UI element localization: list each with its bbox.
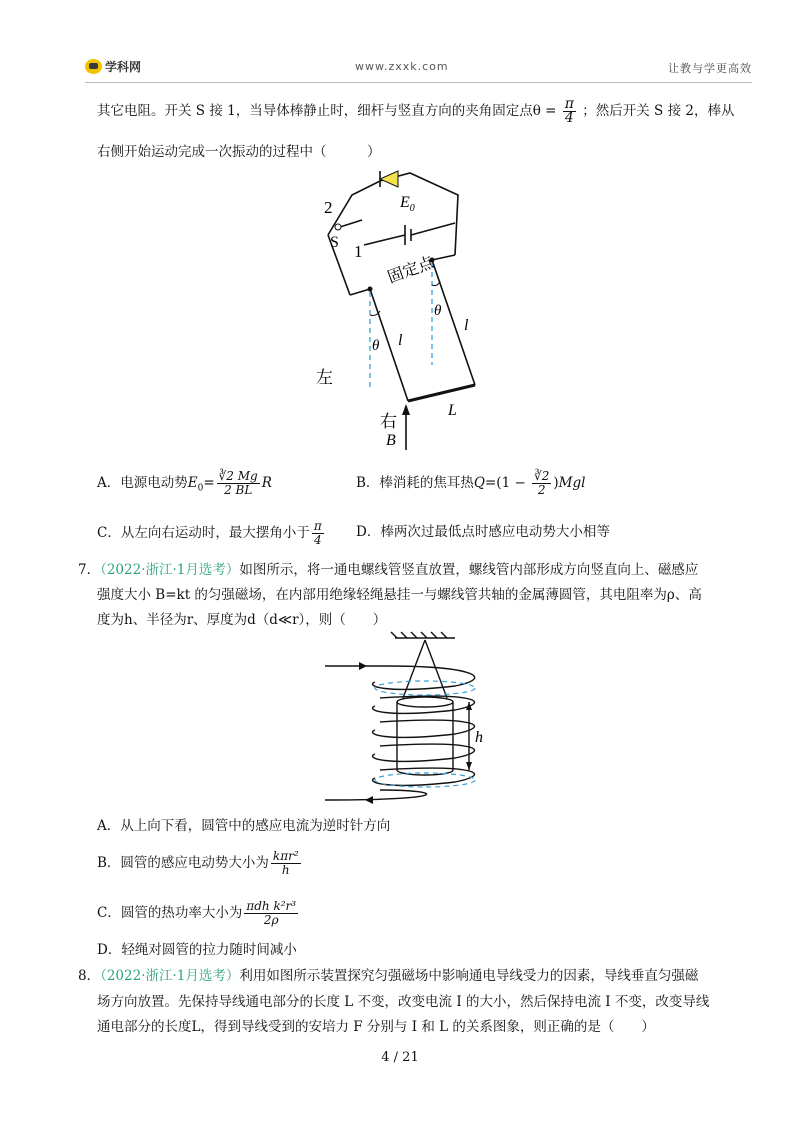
site-logo[interactable]: 学科网 xyxy=(85,58,141,75)
q6-line2: 右侧开始运动完成一次振动的过程中（ ） xyxy=(97,144,381,160)
label-l-left: l xyxy=(398,332,403,349)
label-theta-left: θ xyxy=(372,338,380,354)
label-l-right: l xyxy=(464,317,469,334)
slogan: 让教与学更高效 xyxy=(668,62,752,75)
label-fixed-point: 固定点 xyxy=(385,254,437,287)
label-h: h xyxy=(475,729,483,746)
q6-option-d[interactable]: D．棒两次过最低点时感应电动势大小相等 xyxy=(356,524,610,540)
q7-line2: 强度大小 B=kt 的匀强磁场，在内部用绝缘轻绳悬挂一与螺线管共轴的金属薄圆管，其电阻率为ρ、高 xyxy=(97,587,702,603)
label-B: B xyxy=(386,432,396,449)
q7-option-b[interactable]: B．圆管的感应电动势大小为 $\frac{\text{kπr²}}{h}$ xyxy=(97,849,299,877)
q6-line1: 其它电阻。开关 S 接 1，当导体棒静止时，细杆与竖直方向的夹角固定点θ = $\frac{\pi}{4}$ ；然后开关 S 接 2，棒从 xyxy=(97,96,735,126)
label-left: 左 xyxy=(316,368,333,387)
label-S: S xyxy=(330,234,339,251)
q7-line3: 度为h、半径为r、厚度为d（d≪r），则（ ） xyxy=(97,612,387,628)
label-1: 1 xyxy=(354,242,363,261)
q6-option-b[interactable]: B．棒消耗的焦耳热Q=(1 − $\frac{∛2}{2}$ )Mgl xyxy=(356,469,586,497)
label-2: 2 xyxy=(324,198,333,217)
q7-option-a[interactable]: A．从上向下看，圆管中的感应电流为逆时针方向 xyxy=(97,818,391,834)
label-theta-right: θ xyxy=(434,303,442,319)
page-header xyxy=(85,52,752,83)
q8-line3: 通电部分的长度L，得到导线受到的安培力 F 分别与 I 和 L 的关系图象，则正确的是（ ） xyxy=(97,1019,655,1035)
q7-line1: 7．（2022·浙江·1月选考）如图所示，将一通电螺线管竖直放置，螺线管内部形成方向竖直向上、磁感应 xyxy=(78,562,699,578)
pendulum-circuit-figure xyxy=(300,165,510,455)
label-right: 右 xyxy=(380,412,397,431)
logo-icon xyxy=(85,59,102,74)
q6-option-c[interactable]: C．从左向右运动时，最大摆角小于 $\frac{\pi}{4}$ xyxy=(97,519,322,547)
q7-option-c[interactable]: C．圆管的热功率大小为 $\frac{\text{πdh k²r³}}{2\rho}$ xyxy=(97,899,297,927)
site-url[interactable]: www.zxxk.com xyxy=(355,60,449,73)
q8-line1: 8．（2022·浙江·1月选考）利用如图所示装置探究匀强磁场中影响通电导线受力的因素，导线垂直匀强磁 xyxy=(78,968,699,984)
q8-line2: 场方向放置。先保持导线通电部分的长度 L 不变，改变电流 I 的大小，然后保持电流 I 不变，改变导线 xyxy=(97,994,710,1010)
q6-option-a[interactable]: A．电源电动势$E_0=$ $\frac{∛2 Mg}{2 BL}$ R xyxy=(97,469,272,497)
label-E0: $E_0$ xyxy=(400,194,415,214)
solenoid-figure xyxy=(325,630,515,810)
q7-option-d[interactable]: D．轻绳对圆管的拉力随时间减小 xyxy=(97,942,297,958)
page-number: 4 / 21 xyxy=(381,1050,419,1065)
label-L: L xyxy=(448,402,457,419)
